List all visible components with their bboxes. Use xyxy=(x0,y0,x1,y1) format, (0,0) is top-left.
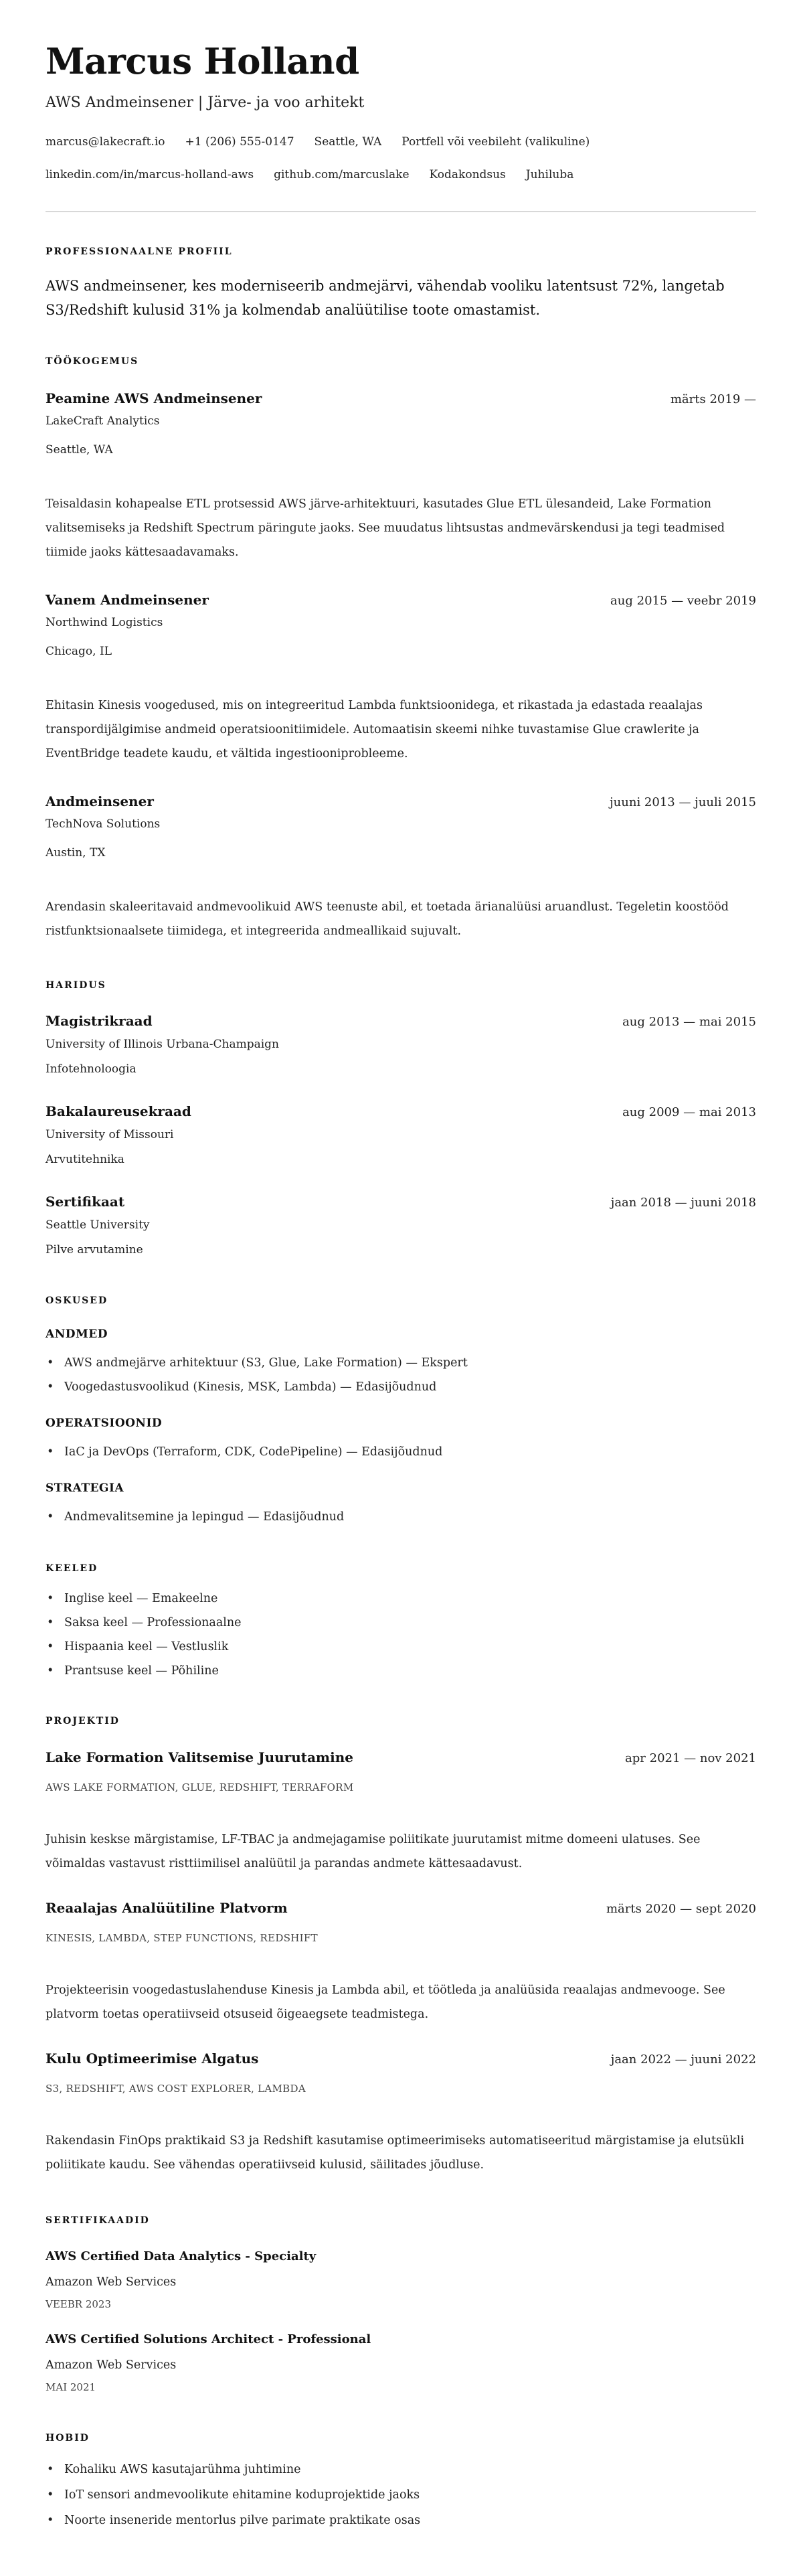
project-description: Juhisin keskse märgistamise, LF-TBAC ja andmejagamise poliitikate juurutamist mitme domeeni ulatuses. See võimaldas vastavust risttiimilisel analüütil ja parandas andmete kättesaadavust. xyxy=(46,1833,701,1870)
section-heading: KEELED xyxy=(46,1563,98,1574)
job-entry xyxy=(46,590,756,766)
project-dates: jaan 2022 — juuni 2022 xyxy=(610,2052,756,2067)
section-heading: SERTIFIKAADID xyxy=(46,2215,150,2226)
section-heading: PROFESSIONAALNE PROFIIL xyxy=(46,246,233,257)
job-dates: märts 2019 — xyxy=(670,392,756,406)
project-dates: märts 2020 — sept 2020 xyxy=(606,1902,756,1916)
resume-header xyxy=(46,40,756,183)
field-of-study: Arvutitehnika xyxy=(46,1153,124,1166)
job-title: Vanem Andmeinsener xyxy=(46,592,209,608)
project-dates: apr 2021 — nov 2021 xyxy=(625,1751,756,1765)
skill-item: • Voogedastusvoolikud (Kinesis, MSK, Lambda) — Edasijõudnud xyxy=(46,1375,756,1399)
project-title: Lake Formation Valitsemise Juurutamine xyxy=(46,1749,353,1765)
hobby-item: • Kohaliku AWS kasutajarühma juhtimine xyxy=(46,2457,756,2482)
header-divider xyxy=(46,211,756,212)
job-title: Peamine AWS Andmeinsener xyxy=(46,390,262,406)
job-company: TechNova Solutions xyxy=(46,817,161,831)
project-entry xyxy=(46,1748,756,1876)
skill-item: • Andmevalitsemine ja lepingud — Edasijõudnud xyxy=(46,1505,756,1529)
job-description: Arendasin skaleeritavaid andmevoolikuid AWS teenuste abil, et toetada ärianalüüsi aruandlust. Tegeletin koostööd ristfunktsionaalsete tiimidega, et integreerida andmeallikaid sujuvalt. xyxy=(46,900,729,938)
section-heading: PROJEKTID xyxy=(46,1716,120,1726)
section-heading: OSKUSED xyxy=(46,1295,108,1306)
job-location: Seattle, WA xyxy=(46,443,113,457)
hobby-item: • Noorte inseneride mentorlus pilve parimate praktikate osas xyxy=(46,2508,756,2533)
school: University of Illinois Urbana-Champaign xyxy=(46,1038,280,1051)
education-entry xyxy=(46,1192,756,1259)
certification-date: VEEBR 2023 xyxy=(46,2298,111,2310)
job-location: Austin, TX xyxy=(46,846,106,860)
degree: Bakalaureusekraad xyxy=(46,1103,191,1119)
hobby-list xyxy=(46,2457,756,2533)
contact-email[interactable]: marcus@lakecraft.io xyxy=(46,135,165,149)
job-description: Teisaldasin kohapealse ETL protsessid AWS järve-arhitektuuri, kasutades Glue ETL ülesandeid, Lake Formation valitsemiseks ja Redshift Spectrum päringute jaoks. See muudatus lihtsustas andmevärskendusi ja tegi teadmised tiimide jaoks kättesaadavamaks. xyxy=(46,497,725,559)
certification-entry xyxy=(46,2331,756,2394)
degree: Magistrikraad xyxy=(46,1013,153,1029)
education-entry xyxy=(46,1012,756,1078)
skill-list xyxy=(46,1505,756,1529)
project-entry xyxy=(46,2049,756,2177)
contact-phone[interactable]: +1 (206) 555-0147 xyxy=(185,135,294,149)
hobbies-section xyxy=(46,2431,756,2533)
contact-location: Seattle, WA xyxy=(314,135,382,149)
skill-category: STRATEGIA xyxy=(46,1481,124,1495)
skill-item: • AWS andmejärve arhitektuur (S3, Glue, Lake Formation) — Ekspert xyxy=(46,1351,756,1375)
job-dates: juuni 2013 — juuli 2015 xyxy=(610,795,756,809)
candidate-headline: AWS Andmeinsener | Järve- ja voo arhitekt xyxy=(46,94,365,111)
education-section xyxy=(46,979,756,1259)
profile-summary: AWS andmeinsener, kes moderniseerib andmejärvi, vähendab vooliku latentsust 72%, langetab S3/Redshift kulusid 31% ja kolmendab analüütilise toote omastamist. xyxy=(46,278,725,318)
certification-date: MAI 2021 xyxy=(46,2381,96,2393)
skill-list xyxy=(46,1351,756,1399)
project-tech-stack: KINESIS, LAMBDA, STEP FUNCTIONS, REDSHIFT xyxy=(46,1932,318,1944)
language-list xyxy=(46,1587,756,1683)
education-dates: aug 2013 — mai 2015 xyxy=(622,1015,756,1029)
certification-title: AWS Certified Data Analytics - Specialty xyxy=(46,2249,317,2263)
skills-section xyxy=(46,1294,756,1529)
skill-category: ANDMED xyxy=(46,1327,108,1341)
job-location: Chicago, IL xyxy=(46,645,112,658)
contact-row xyxy=(46,166,756,183)
skill-list xyxy=(46,1440,756,1464)
certification-title: AWS Certified Solutions Architect - Professional xyxy=(46,2332,371,2346)
contact-drivers-license: Juhiluba xyxy=(525,168,574,181)
field-of-study: Pilve arvutamine xyxy=(46,1243,143,1257)
school: Seattle University xyxy=(46,1218,150,1232)
section-heading: TÖÖKOGEMUS xyxy=(46,356,139,367)
languages-section xyxy=(46,1562,756,1683)
project-entry xyxy=(46,1899,756,2026)
job-entry xyxy=(46,792,756,943)
skill-item: • IaC ja DevOps (Terraform, CDK, CodePipeline) — Edasijõudnud xyxy=(46,1440,756,1464)
education-dates: aug 2009 — mai 2013 xyxy=(622,1105,756,1119)
job-description: Ehitasin Kinesis voogedused, mis on integreeritud Lambda funktsioonidega, et rikastada ja edastada reaalajas transpordijälgimise andmeid operatsioonitiimidele. Automaatisin skeemi nihke tuvastamise Glue crawlerite ja EventBridge teadete kaudu, et vältida ingestiooniprobleeme. xyxy=(46,699,703,760)
project-title: Kulu Optimeerimise Algatus xyxy=(46,2050,259,2067)
hobby-item: • IoT sensori andmevoolikute ehitamine koduprojektide jaoks xyxy=(46,2482,756,2508)
skill-category: OPERATSIOONID xyxy=(46,1417,163,1430)
language-item: • Hispaania keel — Vestluslik xyxy=(46,1635,756,1659)
certifications-section xyxy=(46,2214,756,2394)
language-item: • Inglise keel — Emakeelne xyxy=(46,1587,756,1611)
candidate-name: Marcus Holland xyxy=(46,41,359,82)
profile-section xyxy=(46,245,756,322)
job-title: Andmeinsener xyxy=(46,793,154,809)
job-company: Northwind Logistics xyxy=(46,616,163,629)
degree: Sertifikaat xyxy=(46,1194,125,1210)
contact-linkedin[interactable]: linkedin.com/in/marcus-holland-aws xyxy=(46,168,254,181)
language-item: • Saksa keel — Professionaalne xyxy=(46,1611,756,1635)
project-tech-stack: S3, REDSHIFT, AWS COST EXPLORER, LAMBDA xyxy=(46,2083,306,2095)
job-dates: aug 2015 — veebr 2019 xyxy=(610,594,756,608)
language-item: • Prantsuse keel — Põhiline xyxy=(46,1659,756,1683)
job-company: LakeCraft Analytics xyxy=(46,414,160,428)
project-description: Rakendasin FinOps praktikaid S3 ja Redshift kasutamise optimeerimiseks automatiseeritud märgistamise ja elutsükli poliitikate kaudu. See vähendas operatiivseid kulusid, säilitades jõudluse. xyxy=(46,2134,745,2172)
field-of-study: Infotehnoloogia xyxy=(46,1062,137,1076)
section-heading: HOBID xyxy=(46,2433,90,2443)
job-entry xyxy=(46,389,756,564)
contact-row xyxy=(46,133,756,151)
project-title: Reaalajas Analüütiline Platvorm xyxy=(46,1900,288,1916)
education-entry xyxy=(46,1102,756,1168)
experience-section xyxy=(46,355,756,943)
projects-section xyxy=(46,1714,756,2177)
certification-issuer: Amazon Web Services xyxy=(46,2275,177,2289)
certification-entry xyxy=(46,2248,756,2311)
education-dates: jaan 2018 — juuni 2018 xyxy=(610,1196,756,1210)
contact-portfolio[interactable]: Portfell või veebileht (valikuline) xyxy=(402,135,590,149)
section-heading: HARIDUS xyxy=(46,980,106,991)
contact-github[interactable]: github.com/marcuslake xyxy=(274,168,410,181)
project-description: Projekteerisin voogedastuslahenduse Kinesis ja Lambda abil, et töötleda ja analüüsida reaalajas andmevooge. See platvorm toetas operatiivseid otsuseid õigeaegsete teadmistega. xyxy=(46,1984,725,2021)
project-tech-stack: AWS LAKE FORMATION, GLUE, REDSHIFT, TERRAFORM xyxy=(46,1781,354,1793)
school: University of Missouri xyxy=(46,1128,174,1141)
contact-citizenship: Kodakondsus xyxy=(429,168,506,181)
certification-issuer: Amazon Web Services xyxy=(46,2358,177,2372)
